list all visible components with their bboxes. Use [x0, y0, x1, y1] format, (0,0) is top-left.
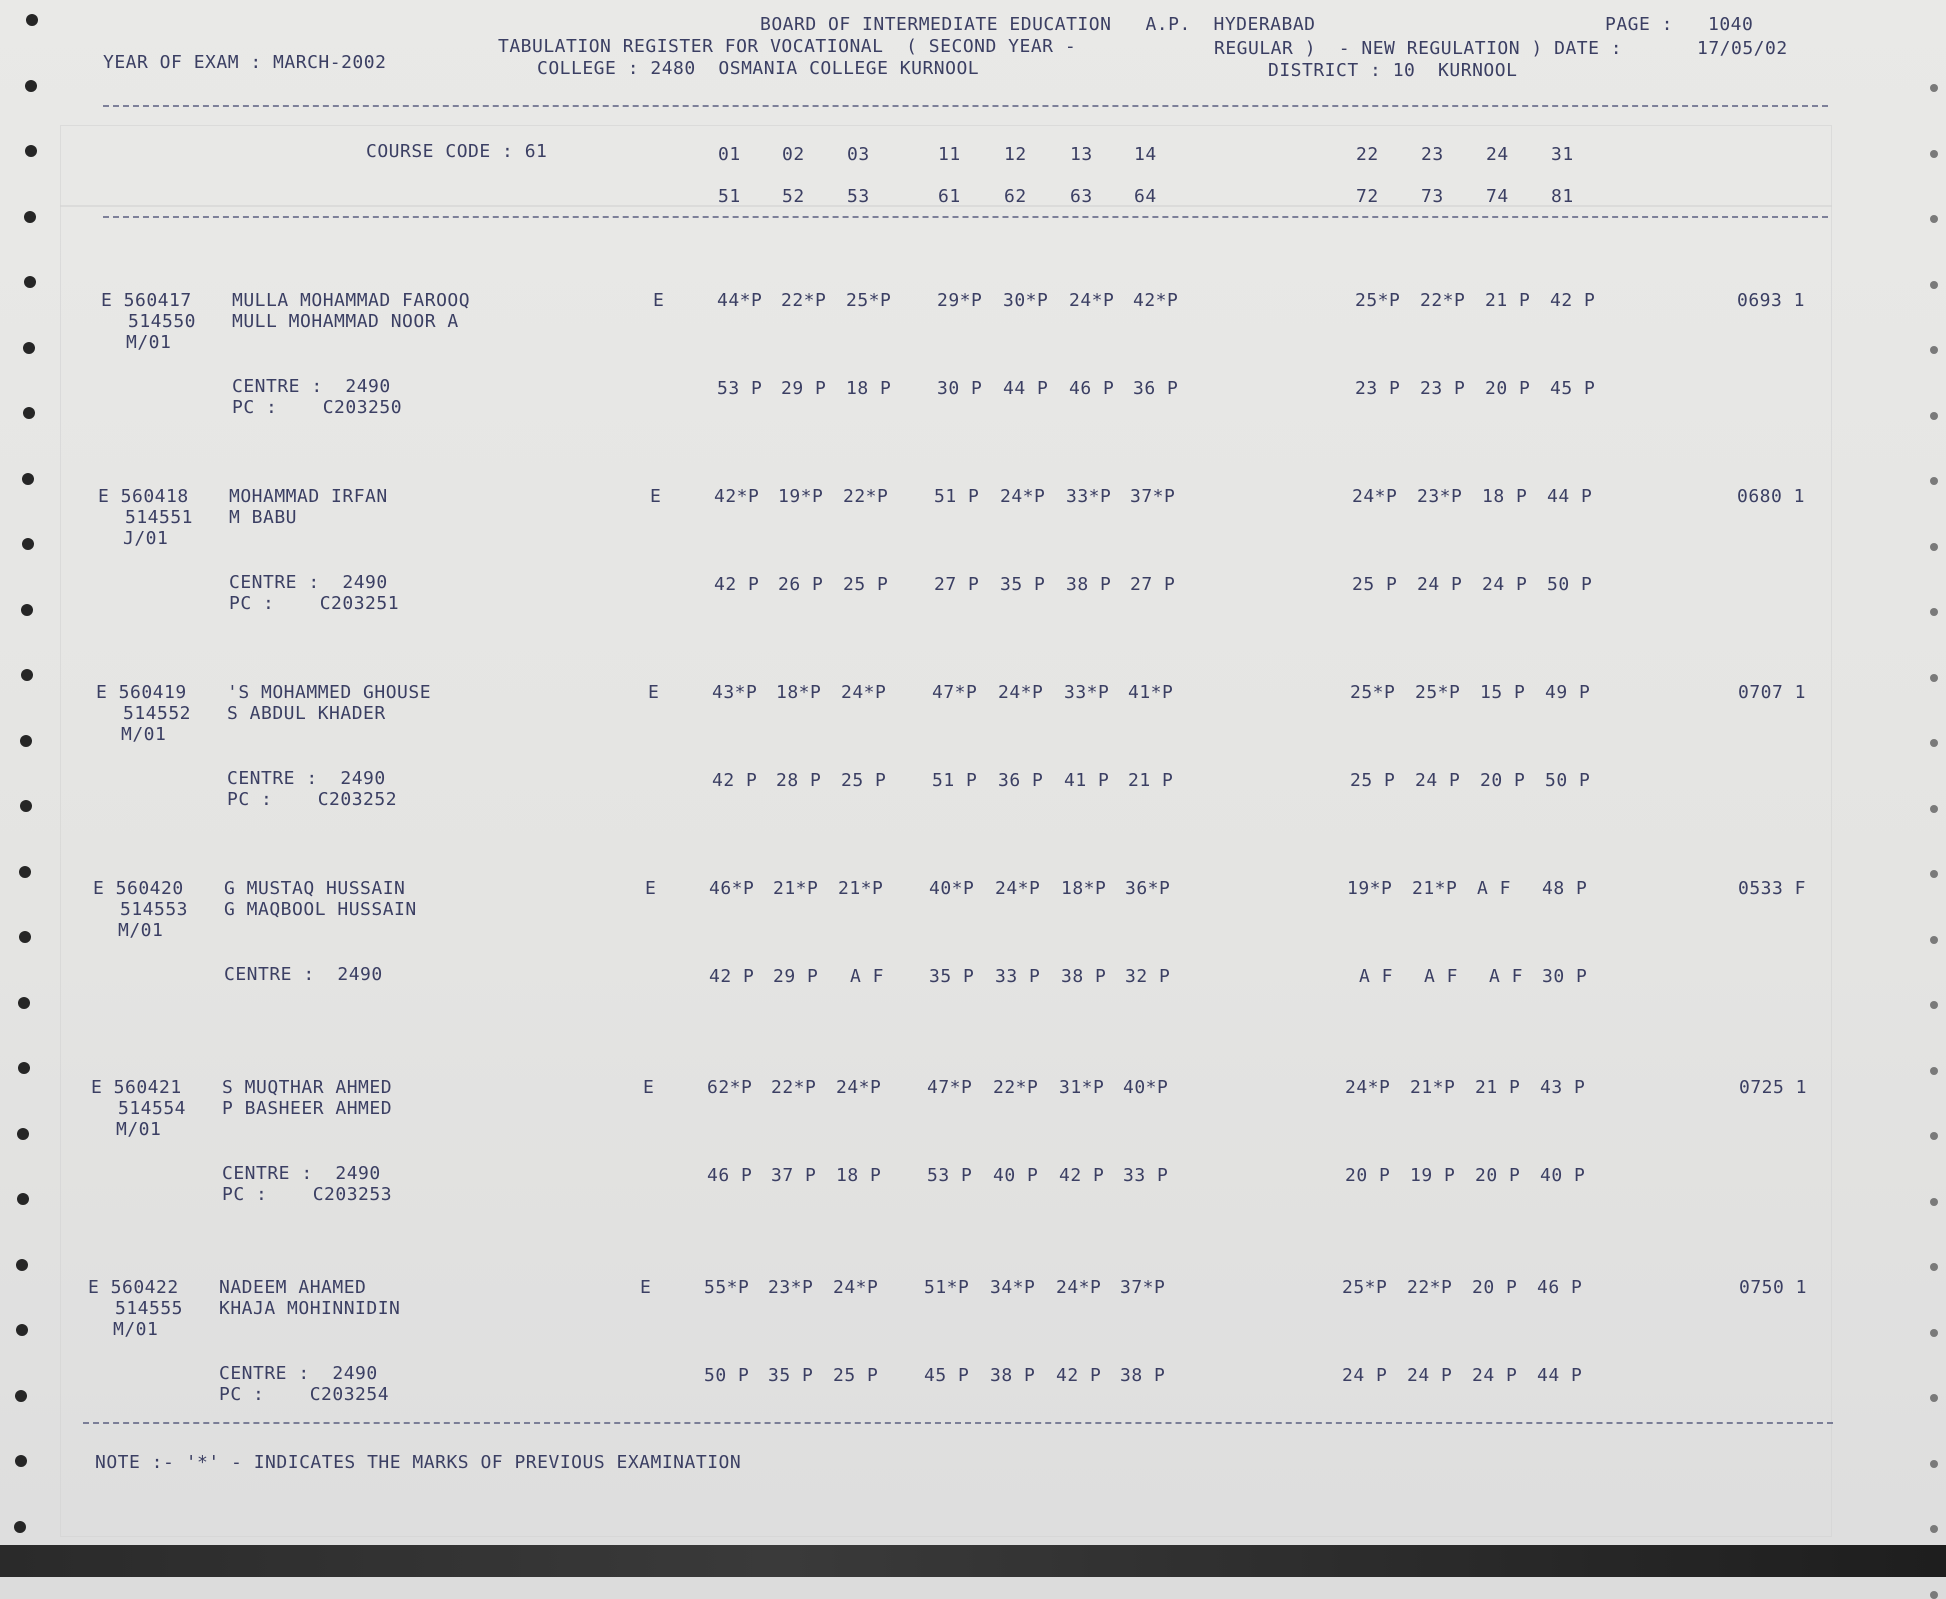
perforation-hole — [26, 14, 38, 26]
subject-code: 02 — [782, 144, 805, 165]
medium: E — [650, 486, 662, 507]
category: M/01 — [126, 332, 172, 353]
mark: 50 P — [1547, 574, 1593, 595]
mark: 25*P — [846, 290, 892, 311]
centre: CENTRE : 2490 — [227, 768, 386, 789]
mark: 24*P — [1056, 1277, 1102, 1298]
mark: 40 P — [993, 1165, 1039, 1186]
mark: 22*P — [1407, 1277, 1453, 1298]
perforation-hole — [1930, 936, 1938, 944]
mark: A F — [1477, 878, 1512, 899]
mark: 23*P — [768, 1277, 814, 1298]
perforation-hole — [15, 1390, 27, 1402]
perforation-hole — [20, 800, 32, 812]
mark: 24*P — [1352, 486, 1398, 507]
parent-name: G MAQBOOL HUSSAIN — [224, 899, 417, 920]
mark: 35 P — [929, 966, 975, 987]
mark: 24*P — [1345, 1077, 1391, 1098]
perforation-hole — [25, 145, 37, 157]
subject-code: 14 — [1134, 144, 1157, 165]
reg-number: 514551 — [125, 507, 194, 528]
mark: 21 P — [1485, 290, 1531, 311]
student-name: NADEEM AHAMED — [219, 1277, 367, 1298]
mark: 62*P — [707, 1077, 753, 1098]
mark: 25*P — [1355, 290, 1401, 311]
medium: E — [643, 1077, 655, 1098]
subject-code: 31 — [1551, 144, 1574, 165]
student-name: 'S MOHAMMED GHOUSE — [227, 682, 432, 703]
perforation-hole — [24, 276, 36, 288]
mark: 33 P — [1123, 1165, 1169, 1186]
perforation-hole — [1930, 870, 1938, 878]
mark: 42 P — [712, 770, 758, 791]
mark: 51 P — [932, 770, 978, 791]
mark: 42 P — [709, 966, 755, 987]
mark: 37*P — [1120, 1277, 1166, 1298]
mark: 44 P — [1003, 378, 1049, 399]
mark: 40*P — [929, 878, 975, 899]
perforation-hole — [19, 931, 31, 943]
category: J/01 — [123, 528, 169, 549]
perforation-hole — [18, 997, 30, 1009]
tabulation-title: TABULATION REGISTER FOR VOCATIONAL ( SECOND YEAR - — [498, 36, 1077, 57]
perforation-hole — [1930, 84, 1938, 92]
perforation-hole — [1930, 1067, 1938, 1075]
mark: 42 P — [1059, 1165, 1105, 1186]
divider — [103, 105, 1828, 107]
mark: 20 P — [1345, 1165, 1391, 1186]
centre: CENTRE : 2490 — [224, 964, 383, 985]
mark: 20 P — [1480, 770, 1526, 791]
mark: 25 P — [841, 770, 887, 791]
mark: 49 P — [1545, 682, 1591, 703]
result: 0680 1 — [1737, 486, 1806, 507]
perforation-hole — [16, 1324, 28, 1336]
centre: CENTRE : 2490 — [229, 572, 388, 593]
mark: 29*P — [937, 290, 983, 311]
perforation-hole — [1930, 543, 1938, 551]
parent-name: P BASHEER AHMED — [222, 1098, 393, 1119]
mark: 22*P — [771, 1077, 817, 1098]
mark: 40*P — [1123, 1077, 1169, 1098]
subject-code: 74 — [1486, 186, 1509, 207]
page-number: 1040 — [1708, 14, 1754, 35]
perforation-hole — [17, 1128, 29, 1140]
mark: 21 P — [1475, 1077, 1521, 1098]
medium: E — [653, 290, 665, 311]
result: 0725 1 — [1739, 1077, 1808, 1098]
mark: 24*P — [1000, 486, 1046, 507]
pc: PC : C203254 — [219, 1384, 390, 1405]
mark: 22*P — [843, 486, 889, 507]
mark: 25 P — [1350, 770, 1396, 791]
mark: 21*P — [838, 878, 884, 899]
mark: 19*P — [1347, 878, 1393, 899]
mark: 46 P — [1537, 1277, 1583, 1298]
mark: 18 P — [846, 378, 892, 399]
mark: 38 P — [1061, 966, 1107, 987]
mark: 51 P — [934, 486, 980, 507]
perforation-hole — [1930, 674, 1938, 682]
subject-code: 73 — [1421, 186, 1444, 207]
result: 0533 F — [1738, 878, 1807, 899]
mark: 30 P — [1542, 966, 1588, 987]
mark: 45 P — [1550, 378, 1596, 399]
mark: 22*P — [781, 290, 827, 311]
mark: 38 P — [1120, 1365, 1166, 1386]
subject-code: 51 — [718, 186, 741, 207]
subject-code: 13 — [1070, 144, 1093, 165]
perforation-hole — [15, 1455, 27, 1467]
medium: E — [645, 878, 657, 899]
mark: 41 P — [1064, 770, 1110, 791]
reg-number: 514550 — [128, 311, 197, 332]
mark: 48 P — [1542, 878, 1588, 899]
mark: 24 P — [1472, 1365, 1518, 1386]
subject-code: 52 — [782, 186, 805, 207]
mark: 42 P — [1550, 290, 1596, 311]
perforation-hole — [1930, 1329, 1938, 1337]
mark: 42 P — [1056, 1365, 1102, 1386]
mark: 36*P — [1125, 878, 1171, 899]
student-name: G MUSTAQ HUSSAIN — [224, 878, 406, 899]
mark: 25*P — [1342, 1277, 1388, 1298]
perforation-hole — [19, 866, 31, 878]
parent-name: S ABDUL KHADER — [227, 703, 386, 724]
mark: 27 P — [1130, 574, 1176, 595]
perforation-hole — [24, 211, 36, 223]
student-name: MULLA MOHAMMAD FAROOQ — [232, 290, 471, 311]
mark: 25 P — [843, 574, 889, 595]
mark: 35 P — [768, 1365, 814, 1386]
mark: 33*P — [1064, 682, 1110, 703]
perforation-hole — [16, 1259, 28, 1271]
mark: 31*P — [1059, 1077, 1105, 1098]
medium: E — [640, 1277, 652, 1298]
perforation-hole — [1930, 281, 1938, 289]
hall-ticket: E 560419 — [96, 682, 187, 703]
perforation-hole — [25, 80, 37, 92]
perforation-hole — [18, 1062, 30, 1074]
mark: 33*P — [1066, 486, 1112, 507]
perforation-hole — [17, 1193, 29, 1205]
reg-number: 514555 — [115, 1298, 184, 1319]
subject-code: 61 — [938, 186, 961, 207]
mark: 15 P — [1480, 682, 1526, 703]
mark: 26 P — [778, 574, 824, 595]
pc: PC : C203250 — [232, 397, 403, 418]
reg-number: 514552 — [123, 703, 192, 724]
mark: 24*P — [836, 1077, 882, 1098]
mark: 44 P — [1537, 1365, 1583, 1386]
mark: 43 P — [1540, 1077, 1586, 1098]
mark: 46 P — [1069, 378, 1115, 399]
centre: CENTRE : 2490 — [232, 376, 391, 397]
mark: 24 P — [1482, 574, 1528, 595]
perforation-hole — [22, 473, 34, 485]
mark: 25 P — [1352, 574, 1398, 595]
mark: 24 P — [1415, 770, 1461, 791]
student-name: MOHAMMAD IRFAN — [229, 486, 388, 507]
mark: 29 P — [773, 966, 819, 987]
mark: 18 P — [1482, 486, 1528, 507]
mark: A F — [1489, 966, 1524, 987]
mark: 28 P — [776, 770, 822, 791]
mark: 24*P — [841, 682, 887, 703]
perforation-hole — [22, 538, 34, 550]
reg-number: 514554 — [118, 1098, 187, 1119]
hall-ticket: E 560417 — [101, 290, 192, 311]
mark: 21*P — [773, 878, 819, 899]
mark: 25*P — [1350, 682, 1396, 703]
mark: 24*P — [995, 878, 1041, 899]
mark: 20 P — [1472, 1277, 1518, 1298]
pc: PC : C203251 — [229, 593, 400, 614]
divider — [103, 216, 1828, 218]
perforation-hole — [1930, 1001, 1938, 1009]
medium: E — [648, 682, 660, 703]
mark: 30*P — [1003, 290, 1049, 311]
perforation-hole — [21, 604, 33, 616]
subject-code: 23 — [1421, 144, 1444, 165]
mark: 40 P — [1540, 1165, 1586, 1186]
perforation-hole — [14, 1521, 26, 1533]
perforation-hole — [23, 407, 35, 419]
perforation-hole — [20, 735, 32, 747]
mark: 41*P — [1128, 682, 1174, 703]
subject-code: 03 — [847, 144, 870, 165]
mark: 29 P — [781, 378, 827, 399]
mark: 53 P — [927, 1165, 973, 1186]
mark: 24 P — [1417, 574, 1463, 595]
perforation-hole — [1930, 805, 1938, 813]
mark: 22*P — [993, 1077, 1039, 1098]
result: 0750 1 — [1739, 1277, 1808, 1298]
mark: 47*P — [927, 1077, 973, 1098]
subject-code: 22 — [1356, 144, 1379, 165]
parent-name: KHAJA MOHINNIDIN — [219, 1298, 401, 1319]
perforation-hole — [1930, 1132, 1938, 1140]
hall-ticket: E 560422 — [88, 1277, 179, 1298]
hall-ticket: E 560421 — [91, 1077, 182, 1098]
mark: 18*P — [1061, 878, 1107, 899]
subject-code: 63 — [1070, 186, 1093, 207]
year-of-exam: YEAR OF EXAM : MARCH-2002 — [103, 52, 387, 73]
perforation-hole — [23, 342, 35, 354]
print-date: 17/05/02 — [1697, 38, 1788, 59]
mark: 38 P — [990, 1365, 1036, 1386]
result: 0707 1 — [1738, 682, 1807, 703]
mark: 46*P — [709, 878, 755, 899]
regulation-text: REGULAR ) - NEW REGULATION ) DATE : — [1214, 38, 1623, 59]
mark: 36 P — [998, 770, 1044, 791]
mark: 51*P — [924, 1277, 970, 1298]
divider — [83, 1422, 1833, 1424]
mark: A F — [1359, 966, 1394, 987]
category: M/01 — [118, 920, 164, 941]
centre: CENTRE : 2490 — [222, 1163, 381, 1184]
perforation-hole — [1930, 1263, 1938, 1271]
category: M/01 — [113, 1319, 159, 1340]
perforation-hole — [1930, 346, 1938, 354]
mark: 37 P — [771, 1165, 817, 1186]
mark: 23 P — [1355, 378, 1401, 399]
hall-ticket: E 560418 — [98, 486, 189, 507]
category: M/01 — [121, 724, 167, 745]
mark: A F — [1424, 966, 1459, 987]
mark: 24*P — [833, 1277, 879, 1298]
mark: 18*P — [776, 682, 822, 703]
mark: 23 P — [1420, 378, 1466, 399]
result: 0693 1 — [1737, 290, 1806, 311]
mark: 47*P — [932, 682, 978, 703]
perforation-hole — [1930, 739, 1938, 747]
perforation-hole — [1930, 1198, 1938, 1206]
mark: 33 P — [995, 966, 1041, 987]
category: M/01 — [116, 1119, 162, 1140]
subject-code: 64 — [1134, 186, 1157, 207]
mark: 37*P — [1130, 486, 1176, 507]
perforation-hole — [1930, 1591, 1938, 1599]
pc: PC : C203252 — [227, 789, 398, 810]
subject-code: 81 — [1551, 186, 1574, 207]
mark: 44*P — [717, 290, 763, 311]
mark: 44 P — [1547, 486, 1593, 507]
mark: 42 P — [714, 574, 760, 595]
perforation-hole — [1930, 477, 1938, 485]
mark: 30 P — [937, 378, 983, 399]
mark: 20 P — [1485, 378, 1531, 399]
mark: A F — [850, 966, 885, 987]
perforation-hole — [1930, 412, 1938, 420]
mark: 38 P — [1066, 574, 1112, 595]
perforation-hole — [1930, 608, 1938, 616]
mark: 24*P — [1069, 290, 1115, 311]
mark: 35 P — [1000, 574, 1046, 595]
mark: 24 P — [1407, 1365, 1453, 1386]
reg-number: 514553 — [120, 899, 189, 920]
mark: 45 P — [924, 1365, 970, 1386]
scanner-edge — [0, 1545, 1946, 1577]
mark: 24 P — [1342, 1365, 1388, 1386]
perforation-hole — [1930, 1394, 1938, 1402]
mark: 27 P — [934, 574, 980, 595]
mark: 55*P — [704, 1277, 750, 1298]
college-line: COLLEGE : 2480 OSMANIA COLLEGE KURNOOL — [537, 58, 980, 79]
centre: CENTRE : 2490 — [219, 1363, 378, 1384]
mark: 22*P — [1420, 290, 1466, 311]
mark: 32 P — [1125, 966, 1171, 987]
mark: 42*P — [714, 486, 760, 507]
mark: 24*P — [998, 682, 1044, 703]
student-name: S MUQTHAR AHMED — [222, 1077, 393, 1098]
district-line: DISTRICT : 10 KURNOOL — [1268, 60, 1518, 81]
mark: 46 P — [707, 1165, 753, 1186]
footnote: NOTE :- '*' - INDICATES THE MARKS OF PREVIOUS EXAMINATION — [95, 1452, 742, 1473]
parent-name: MULL MOHAMMAD NOOR A — [232, 311, 459, 332]
perforation-hole — [21, 669, 33, 681]
subject-code: 53 — [847, 186, 870, 207]
mark: 43*P — [712, 682, 758, 703]
mark: 50 P — [1545, 770, 1591, 791]
board-title: BOARD OF INTERMEDIATE EDUCATION A.P. HYDERABAD — [760, 14, 1316, 35]
perforation-hole — [1930, 215, 1938, 223]
perforation-hole — [1930, 1460, 1938, 1468]
mark: 18 P — [836, 1165, 882, 1186]
mark: 25 P — [833, 1365, 879, 1386]
mark: 34*P — [990, 1277, 1036, 1298]
subject-code: 72 — [1356, 186, 1379, 207]
perforation-hole — [1930, 150, 1938, 158]
subject-code: 11 — [938, 144, 961, 165]
page-label: PAGE : — [1605, 14, 1674, 35]
mark: 19 P — [1410, 1165, 1456, 1186]
mark: 21*P — [1412, 878, 1458, 899]
mark: 25*P — [1415, 682, 1461, 703]
subject-code: 62 — [1004, 186, 1027, 207]
mark: 21 P — [1128, 770, 1174, 791]
mark: 19*P — [778, 486, 824, 507]
mark: 20 P — [1475, 1165, 1521, 1186]
mark: 50 P — [704, 1365, 750, 1386]
mark: 42*P — [1133, 290, 1179, 311]
perforation-hole — [1930, 1525, 1938, 1533]
course-code: COURSE CODE : 61 — [366, 141, 548, 162]
subject-code: 12 — [1004, 144, 1027, 165]
mark: 53 P — [717, 378, 763, 399]
subject-code: 01 — [718, 144, 741, 165]
mark: 21*P — [1410, 1077, 1456, 1098]
mark: 36 P — [1133, 378, 1179, 399]
hall-ticket: E 560420 — [93, 878, 184, 899]
mark: 23*P — [1417, 486, 1463, 507]
pc: PC : C203253 — [222, 1184, 393, 1205]
subject-code: 24 — [1486, 144, 1509, 165]
parent-name: M BABU — [229, 507, 298, 528]
